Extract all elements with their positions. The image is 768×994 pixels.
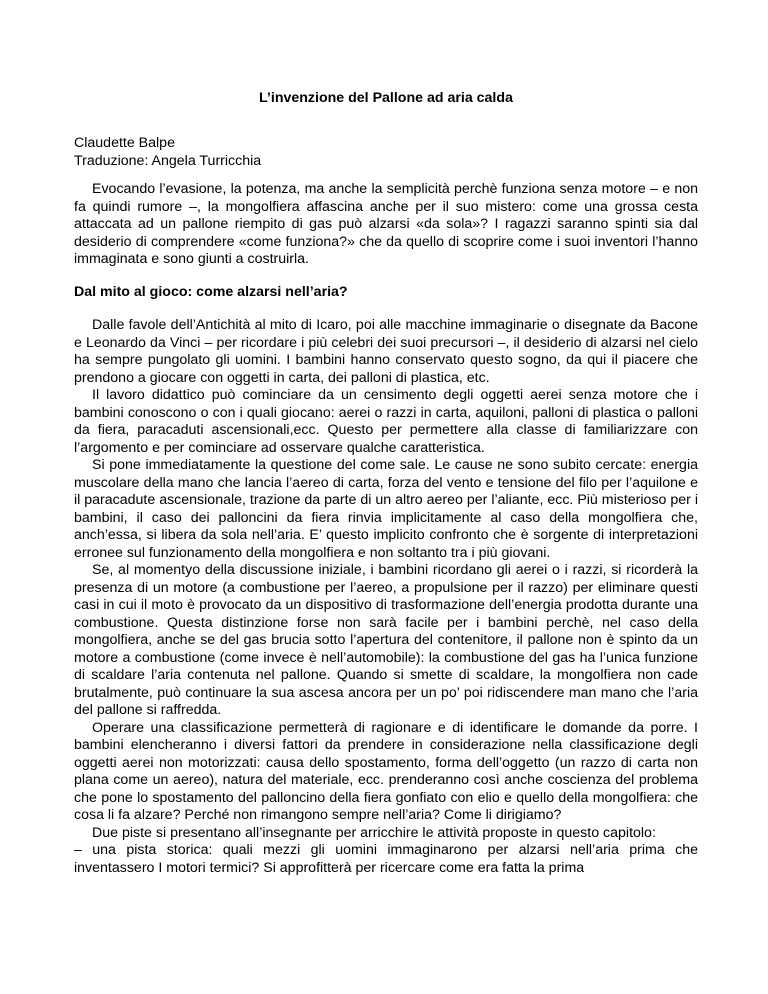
list-item: – una pista storica: quali mezzi gli uomini immaginarono per alzarsi nell’aria prima che inventassero I motori termici? Si approfitterà per ricercare come era fatta la prima [74,842,698,876]
body-paragraph: Se, al momentyo della discussione iniziale, i bambini ricordano gli aerei o i razzi, si ricorderà la presenza di un motore (a combustione per l’aereo, a propulsione per il razzo) per eliminare questi casi in cui il moto è provocato da un dispositivo di trasformazione dell’energia prodotta durante una combustione. Questa distinzione forse non sarà facile per i bambini perchè, nel caso della mongolfiera, anche se del gas brucia sotto l’apertura del contenitore, il pallone non è spinto da un motore a combustione (come invece è nell’automobile): la combustione del gas ha l’unica funzione di scaldare l’aria contenuta nel pallone. Quando si smette di scaldare, la mongolfiera non cade brutalmente, può continuare la sua ascesa ancora per un po’ poi ridiscendere man mano che l’aria del pallone si raffredda. [74,562,698,718]
body-paragraph: Operare una classificazione permetterà di ragionare e di identificare le domande da porre. I bambini elencheranno i diversi fattori da prendere in considerazione nella classificazione degli oggetti aerei non motorizzati: causa dello spostamento, forma dell’oggetto (un razzo di carta non plana come un aereo), natura del materiale, ecc. prenderanno così anche coscienza del problema che pone lo spostamento del palloncino della fiera gonfiato con elio e quello della mongolfiera: che cosa li fa alzare? Perché non rimangono sempre nell’aria? Come li dirigiamo? [74,719,698,823]
document-credits [74,135,698,170]
section-heading: Dal mito al gioco: come alzarsi nell’aria? [74,284,348,300]
document-title: L’invenzione del Pallone ad aria calda [259,90,513,106]
translator-credit: Traduzione: Angela Turricchia [74,152,262,169]
body-paragraph: Il lavoro didattico può cominciare da un censimento degli oggetti aerei senza motore che i bambini conoscono o con i quali giocano: aerei o razzi in carta, aquiloni, palloni di plastica o palloni da fiera, paracaduti ascensionali,ecc. Questo per permettere alla classe di familiarizzare con l’argomento e per cominciare ad osservare qualche caratteristica. [74,387,698,456]
intro-paragraph: Evocando l’evasione, la potenza, ma anche la semplicità perchè funziona senza motore – e non fa quindi rumore –, la mongolfiera affascina anche per il suo mistero: come una grossa cesta attaccata ad un pallone riempito di gas può alzarsi «da sola»? I ragazzi saranno spinti sia dal desiderio di comprendere «come funziona?» che da quello di scoprire come i suoi inventori l’hanno immaginata e sono giunti a costruirla. [74,181,698,267]
intro-section [74,181,698,269]
body-paragraph: Dalle favole dell’Antichità al mito di Icaro, poi alle macchine immaginarie o disegnate da Bacone e Leonardo da Vinci – per ricordare i più celebri dei suoi precursori –, il desiderio di alzarsi nel cielo ha sempre pungolato gli uomini. I bambini hanno conservato questo sogno, da qui il piacere che prendono a giocare con oggetti in carta, dei palloni di plastica, etc. [74,317,698,386]
body-paragraph: Due piste si presentano all’insegnante per arricchire le attività proposte in questo capitolo: [92,824,656,841]
author-name: Claudette Balpe [74,135,175,151]
section-body [74,317,698,877]
body-paragraph: Si pone immediatamente la questione del come sale. Le cause ne sono subito cercate: energia muscolare della mano che lancia l’aereo di carta, forza del vento e tensione del filo per l’aquilone e il paracadute ascensionale, trazione da parte di un altro aereo per l’aliante, ecc. Più misterioso per i bambini, il caso dei palloncini da fiera rinvia implicitamente al caso della mongolfiera che, anch’essa, si libera da sola nell’aria. E’ questo implicito confronto che è sorgente di interpretazioni erronee sul funzionamento della mongolfiera e non soltanto tra i più giovani. [74,457,698,561]
